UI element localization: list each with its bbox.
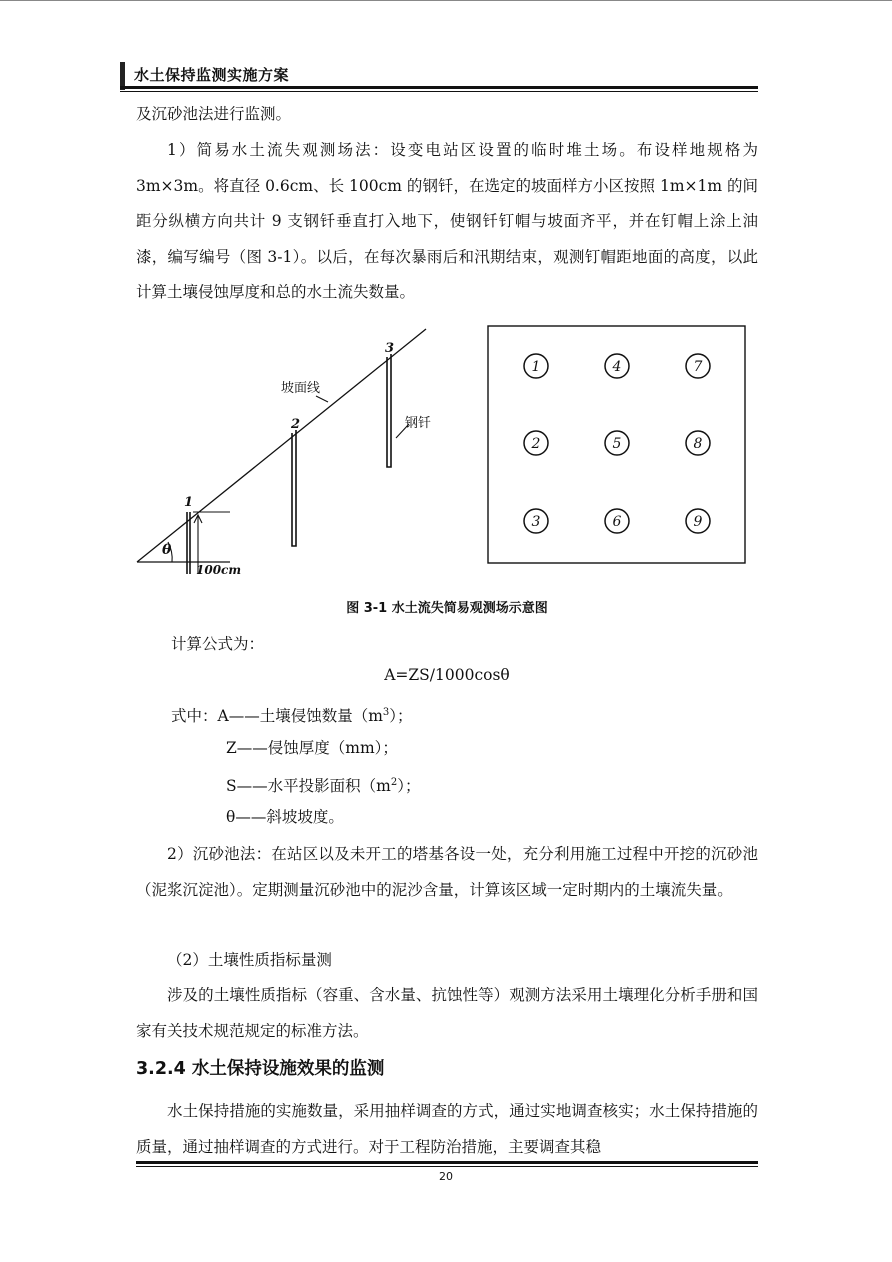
formula-def-theta xyxy=(226,806,344,828)
header-rule-thick xyxy=(120,86,758,89)
paragraph-sediment-basin xyxy=(136,837,758,908)
rod-label: 钢钎 xyxy=(405,416,432,431)
grid-number-3: 3 xyxy=(531,514,541,530)
slope-diagram xyxy=(137,329,426,574)
page-number: 20 xyxy=(439,1170,453,1183)
calc-intro: 计算公式为： xyxy=(171,635,265,653)
def-sup: 3 xyxy=(382,707,390,718)
paragraph-continuation xyxy=(136,97,758,133)
def-tail: ）； xyxy=(397,777,421,796)
formula-lead: 式中： xyxy=(171,707,218,726)
grid-number-7: 7 xyxy=(693,359,703,375)
top-border xyxy=(0,0,892,1)
slope-line xyxy=(137,329,426,562)
paragraph-simple-plot xyxy=(136,133,758,311)
def-text: ——斜坡坡度。 xyxy=(235,808,344,826)
theta-label: θ xyxy=(162,542,172,558)
running-header-title: 水土保持监测实施方案 xyxy=(134,66,290,84)
formula-def-a xyxy=(171,702,413,727)
header-rule-thin xyxy=(120,91,758,92)
figure-diagram xyxy=(134,320,758,585)
formula-def-z xyxy=(226,737,398,759)
footer-rule-thin xyxy=(136,1166,758,1167)
paragraph-effect-monitoring xyxy=(136,1094,758,1165)
grid-number-6: 6 xyxy=(612,514,622,530)
paragraph-soil-properties xyxy=(136,978,758,1049)
paragraph-text: （2）土壤性质指标量测 xyxy=(167,951,332,969)
figure-3-1 xyxy=(134,320,758,589)
slope-line-label: 坡面线 xyxy=(281,381,321,396)
rod-2 xyxy=(292,430,296,546)
stake-number-1: 1 xyxy=(184,495,194,510)
grid-number-4: 4 xyxy=(612,359,622,375)
paragraph-text: 2）沉砂池法：在站区以及未开工的塔基各设一处，充分利用施工过程中开挖的沉砂池（泥浆沉淀池）。定期测量沉砂池中的泥沙含量，计算该区域一定时期内的土壤流失量。 xyxy=(136,845,758,899)
def-symbol: Z xyxy=(226,739,237,757)
paragraph-text: 及沉砂池法进行监测。 xyxy=(136,105,292,123)
grid-number-2: 2 xyxy=(531,436,541,452)
paragraph-text: 1）简易水土流失观测场法：设变电站区设置的临时堆土场。布设样地规格为 3m×3m。将直径 0.6cm、长 100cm 的钢钎，在选定的坡面样方小区按照 1m×1m 的间距分纵横方向共计 9 支钢钎垂直打入地下，使钢钎钉帽与坡面齐平，并在钉帽上涂上油漆，编写编号（图 3-1）。以后，在每次暴雨后和汛期结束，观测钉帽距地面的高度，以此计算土壤侵蚀厚度和总的水土流失数量。 xyxy=(136,141,758,301)
grid-number-1: 1 xyxy=(531,359,541,375)
def-sup: 2 xyxy=(390,777,398,788)
paragraph-text: 涉及的土壤性质指标（容重、含水量、抗蚀性等）观测方法采用土壤理化分析手册和国家有关技术规范规定的标准方法。 xyxy=(136,986,758,1040)
formula-main: A=ZS/1000cosθ xyxy=(384,666,510,684)
def-text: ——水平投影面积（m xyxy=(236,777,391,796)
footer-rule-thick xyxy=(136,1161,758,1164)
formula-def-s xyxy=(226,772,420,797)
paragraph-text: 水土保持措施的实施数量，采用抽样调查的方式，通过实地调查核实；水土保持措施的质量，通过抽样调查的方式进行。对于工程防治措施，主要调查其稳 xyxy=(136,1102,758,1156)
grid-number-5: 5 xyxy=(612,436,622,452)
rod-3 xyxy=(387,354,391,467)
length-label: 100cm xyxy=(196,563,242,577)
def-tail: ）； xyxy=(389,707,413,726)
grid-number-8: 8 xyxy=(693,436,703,452)
slope-label-leader xyxy=(316,396,328,402)
def-symbol: θ xyxy=(226,808,236,826)
stake-number-2: 2 xyxy=(291,417,301,432)
def-text: ——土壤侵蚀数量（m xyxy=(228,707,383,726)
grid-number-9: 9 xyxy=(693,514,703,530)
stake-number-3: 3 xyxy=(385,341,395,356)
section-heading: 3.2.4 水土保持设施效果的监测 xyxy=(136,1059,385,1079)
def-text: ——侵蚀厚度（mm）； xyxy=(236,739,398,757)
def-symbol: A xyxy=(217,707,229,726)
def-symbol: S xyxy=(226,777,237,796)
figure-caption: 图 3-1 水土流失简易观测场示意图 xyxy=(346,601,548,616)
paragraph-subheading xyxy=(136,943,758,979)
